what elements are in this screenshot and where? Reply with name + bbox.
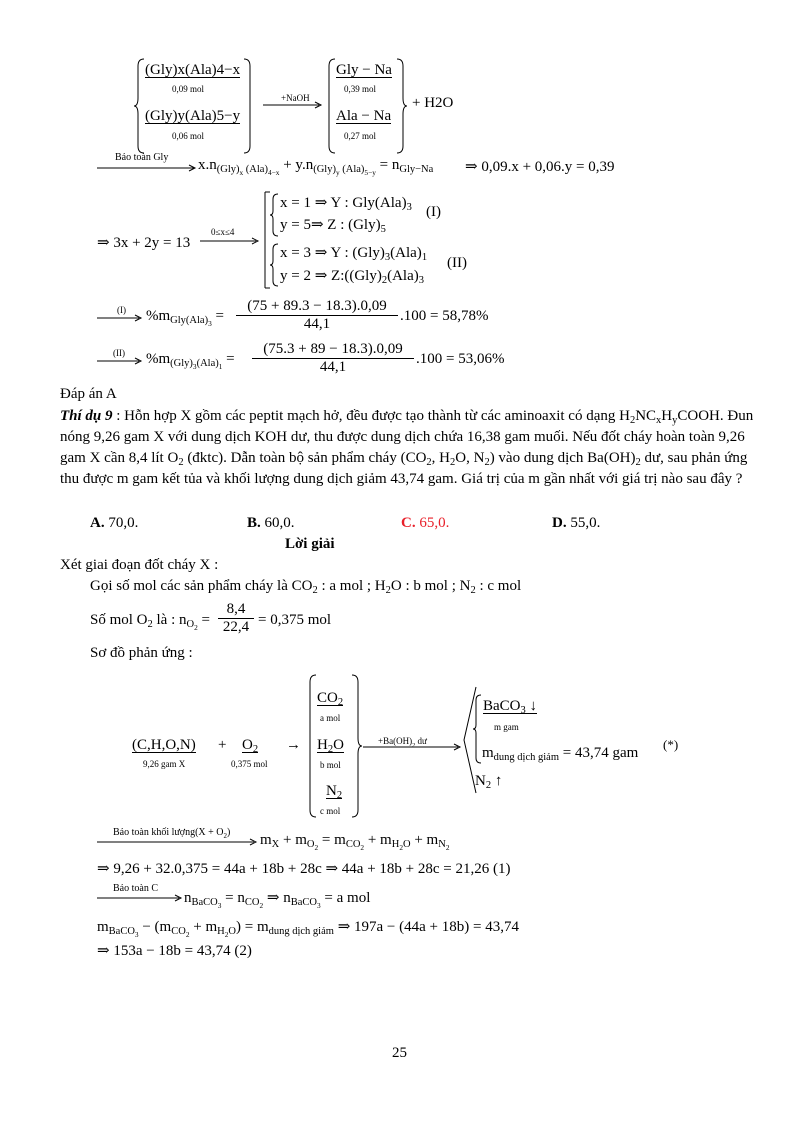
- mass-balance-equation: $m_X + m_{O_2} = m_{CO_2} + m_{H_2O} + m_{N_2}$: [260, 832, 450, 852]
- percent2-result: .100 = 53,06%: [416, 351, 505, 367]
- case2-line2: y = 2 ⇒ $Z:((Gly)_2(Ala)_3$: [280, 268, 424, 286]
- product-h2o-mol: b mol: [320, 760, 341, 770]
- equation-2: ⇒ 153a − 18b = 43,74 (2): [97, 943, 252, 959]
- case2-line1: x = 3 ⇒ Y : $(Gly)_3(Ala)_1$: [280, 245, 428, 263]
- percent1-result: .100 = 58,78%: [400, 308, 489, 324]
- precipitate-brace: [474, 694, 482, 764]
- mass-balance-equation-1: ⇒ 9,26 + 32.0,375 = 44a + 18b + 28c ⇒ 44a + 18b + 28c = 21,26 (1): [97, 861, 511, 877]
- carbon-balance-label: Bảo toàn C: [113, 883, 158, 894]
- n2-gas-released: $N_2$ ↑: [475, 773, 503, 791]
- percent1-denominator: 44,1: [303, 316, 331, 332]
- option-a[interactable]: A. 70,0.: [90, 515, 139, 531]
- baoh2-label: $+Ba(OH)_2$ dư: [378, 736, 427, 749]
- percent1-arrow: [97, 314, 143, 322]
- diophantine-equation: ⇒ 3x + 2y = 13: [97, 235, 191, 251]
- baoh2-arrow: [363, 743, 463, 751]
- mass-balance-label: Bảo toàn khối lượng(X + $O_2$): [113, 827, 231, 840]
- cases-arrow: [200, 237, 260, 245]
- example-9-statement: Thí dụ 9 : Hỗn hợp X gồm các peptit mạch hở, đều được tạo thành từ các aminoaxit có dạng $H_2NC_xH_yCOOH$. Đun nóng 9,26 gam X với dung dịch KOH dư, thu được dung dịch chứa 16,38 gam muối. Nếu đốt cháy hoàn toàn 9,26 gam X cần 8,4 lít $O_2$ (đktc). Dẫn toàn bộ sản phẩm cháy ($CO_2$, $H_2O$, $N_2$) vào dung dịch $Ba(OH)_2$ dư, sau phản ứng thu được m gam kết tủa và khối lượng dung dịch giảm 43,74 gam. Giá trị của m gần nhất với giá trị nào sau đây ?: [60, 408, 754, 487]
- option-b[interactable]: B. 60,0.: [247, 515, 295, 531]
- o2-moles-prefix: Số mol $O_2$ là : $n_{O_2}$ =: [90, 612, 210, 632]
- peptide-z-formula: (Gly)y(Ala)5−y: [145, 108, 241, 124]
- left-brace-close: [243, 58, 253, 154]
- equation-star: (*): [663, 737, 679, 752]
- percent1-lhs: $\%m_{Gly(Ala)_3}$ =: [146, 308, 224, 328]
- combustion-define: Gọi số mol các sản phẩm cháy là $CO_2$ : a mol ; $H_2O$ : b mol ; $N_2$ : c mol: [90, 578, 522, 596]
- product-co2-mol: a mol: [320, 713, 341, 723]
- option-d[interactable]: D. 55,0.: [552, 515, 601, 531]
- range-condition: 0≤x≤4: [211, 227, 235, 237]
- reactant-x: (C,H,O,N): [132, 737, 196, 753]
- baco3-mass: m gam: [494, 722, 519, 732]
- naoh-arrow: [263, 101, 323, 109]
- water-product: + H2O: [412, 95, 454, 111]
- percent2-fraction: [252, 341, 414, 376]
- case1-line2: y = 5⇒ Z : $(Gly)_5$: [280, 217, 386, 235]
- o2-numerator: 8,4: [218, 601, 254, 619]
- gly-na-mol: 0,39 mol: [344, 84, 377, 94]
- o2-denominator: 22,4: [222, 619, 250, 635]
- cases-outer-bracket: [263, 191, 271, 289]
- percent1-numerator: (75 + 89.3 − 18.3).0,09: [236, 298, 398, 316]
- mass-balance-arrow: [97, 838, 259, 846]
- naoh-arrow-label: +NaOH: [281, 93, 310, 103]
- o2-fraction: [218, 601, 254, 636]
- percent1-arrow-label: (I): [117, 305, 126, 315]
- percent2-lhs: $\%m_{(Gly)_3(Ala)_1}$ =: [146, 351, 235, 371]
- example-label: Thí dụ 9: [60, 408, 113, 424]
- peptide-y-formula: (Gly)x(Ala)4−x: [145, 62, 241, 78]
- percent1-fraction: [236, 298, 398, 333]
- percent2-numerator: (75.3 + 89 − 18.3).0,09: [252, 341, 414, 359]
- plus-sign: +: [218, 737, 227, 753]
- baco3-precipitate: BaCO$_3$ ↓: [483, 698, 537, 716]
- ala-na-mol: 0,27 mol: [344, 131, 377, 141]
- gly-balance-sum: $x.n_{(Gly)_x (Ala)_{4-x}} + y.n_{(Gly)_y (Ala)_{5-y}} = n_{Gly-Na}$: [198, 157, 434, 177]
- reactant-o2: $O_2$: [242, 737, 259, 755]
- gly-balance-label: Bảo toàn Gly: [115, 152, 169, 163]
- right-brace-close: [396, 58, 408, 154]
- peptide-y-mol: 0,09 mol: [172, 84, 205, 94]
- answer-line: Đáp án A: [60, 386, 117, 402]
- product-h2o: $H_2O$: [317, 737, 344, 755]
- carbon-balance-arrow: [97, 894, 183, 902]
- mass-decrease-equation: $m_{BaCO_3} - (m_{CO_2} + m_{H_2O}) = m_{dung dịch giảm}$ ⇒ 197a − (44a + 18b) = 43,74: [97, 919, 519, 939]
- option-c-correct[interactable]: C. 65,0.: [401, 515, 450, 531]
- product-n2-mol: c mol: [320, 806, 341, 816]
- solution-title: Lời giải: [285, 536, 335, 552]
- reactant-x-mass: 9,26 gam X: [143, 759, 186, 769]
- case1-label: (I): [426, 204, 441, 220]
- case2-label: (II): [447, 255, 467, 271]
- reaction-arrow: →: [286, 737, 301, 753]
- reactant-o2-mol: 0,375 mol: [231, 759, 268, 769]
- percent2-arrow: [97, 357, 143, 365]
- combustion-intro: Xét giai đoạn đốt cháy X :: [60, 557, 219, 573]
- solution-mass-decrease: $m_{dung dịch giảm} = 43,74$ gam: [482, 745, 639, 763]
- ala-na-salt: Ala − Na: [336, 108, 392, 124]
- carbon-balance-equation: $n_{BaCO_3} = n_{CO_2}$ ⇒ $n_{BaCO_3} = a$ mol: [184, 890, 371, 910]
- product-n2: $N_2$: [326, 783, 343, 801]
- case2-brace: [271, 243, 279, 287]
- product-co2: $CO_2$: [317, 690, 344, 708]
- products-brace-close: [351, 674, 363, 818]
- page-number: 25: [392, 1045, 407, 1061]
- o2-result: = 0,375 mol: [258, 612, 332, 628]
- scheme-label: Sơ đồ phản ứng :: [90, 645, 193, 661]
- gly-balance-equation: ⇒ 0,09.x + 0,06.y = 0,39: [465, 159, 615, 175]
- case1-brace: [271, 193, 279, 237]
- peptide-z-mol: 0,06 mol: [172, 131, 205, 141]
- gly-na-salt: Gly − Na: [336, 62, 392, 78]
- percent2-arrow-label: (II): [113, 348, 125, 358]
- case1-line1: x = 1 ⇒ Y : $Gly(Ala)_3$: [280, 195, 412, 213]
- percent2-denominator: 44,1: [319, 359, 347, 375]
- gly-balance-arrow: [97, 164, 197, 172]
